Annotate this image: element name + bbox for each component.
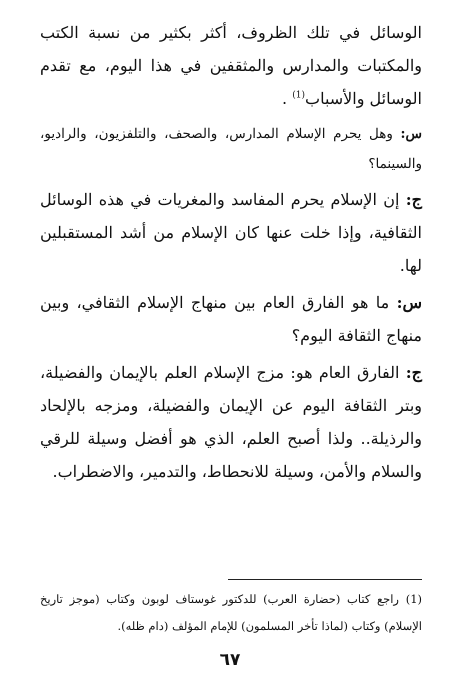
question-2 (40, 286, 422, 352)
question-1 (40, 119, 422, 179)
answer-text: الفارق العام هو: مزج الإسلام العلم بالإيمان والفضيلة، وبتر الثقافة اليوم عن الإيمان والفضيلة، ومزجه بالإلحاد والرذيلة.. ولذا أصبح العلم، الذي هو أفضل وسيلة للرقي والسلام والأمن، وسيلة للانحطاط، والتدمير، والاضطراب. (40, 363, 422, 481)
question-label: س: (396, 293, 423, 312)
answer-text: إن الإسلام يحرم المفاسد والمغريات في هذه الوسائل الثقافية، وإذا خلت عنها كان الإسلام من أشد المستقبلين لها. (40, 190, 422, 275)
footnote-text: راجع كتاب (حضارة العرب) للدكتور غوستاف لوبون وكتاب (موجز تاريخ الإسلام) وكتاب (لماذا تأخر المسلمون) للإمام المؤلف (دام ظله). (40, 592, 422, 633)
answer-2 (40, 356, 422, 488)
paragraph-end-mark: . (282, 89, 288, 108)
answer-label: ج: (405, 190, 422, 209)
footnote-divider (228, 579, 422, 580)
paragraph-text: الوسائل في تلك الظروف، أكثر بكثير من نسبة الكتب والمكتبات والمدارس والمثقفين في هذا اليوم، مع تقدم الوسائل والأسباب (40, 23, 422, 108)
question-text: وهل يحرم الإسلام المدارس، والصحف، والتلفزيون، والراديو، والسينما؟ (40, 126, 422, 172)
paragraph-intro (40, 16, 422, 115)
question-label: س: (400, 126, 423, 142)
answer-1 (40, 183, 422, 282)
question-text: ما هو الفارق العام بين منهاج الإسلام الثقافي، وبين منهاج الثقافة اليوم؟ (40, 293, 422, 345)
footnote-marker: (1) (405, 592, 423, 606)
page-number: ٦٧ (219, 650, 241, 670)
answer-label: ج: (405, 363, 422, 382)
footnote (40, 586, 422, 640)
footnote-reference: (1) (292, 90, 305, 101)
main-text (40, 16, 422, 492)
